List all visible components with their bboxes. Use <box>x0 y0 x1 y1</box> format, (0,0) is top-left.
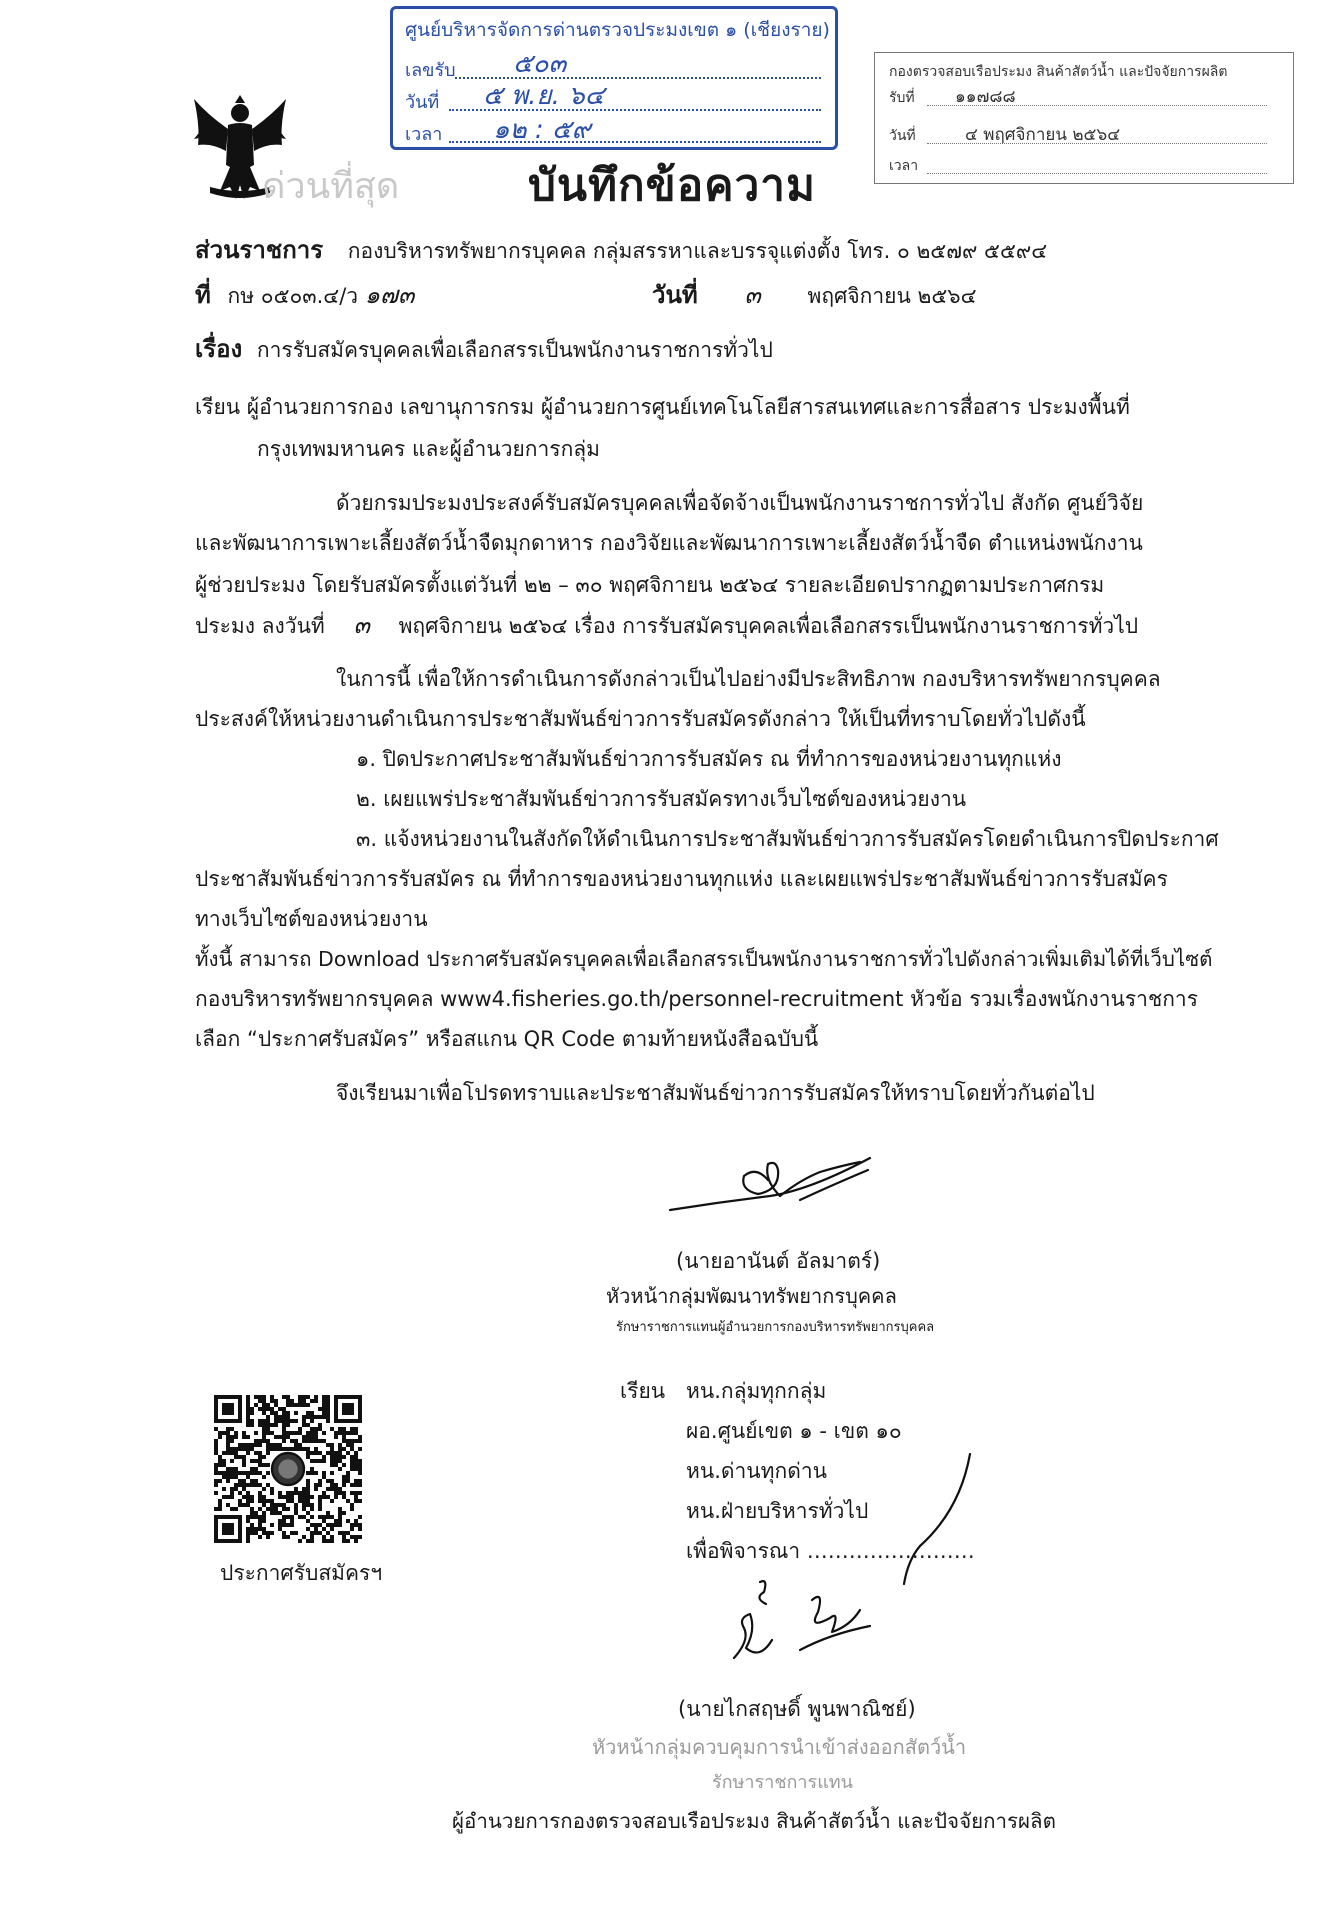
subject-label: เรื่อง <box>195 335 243 363</box>
para1-line4-day: ๓ <box>353 611 370 639</box>
receipt-date-value: ๕ พ.ย. ๖๔ <box>483 81 605 111</box>
para3-line1: ทั้งนี้ สามารถ Download ประกาศรับสมัครบุคคลเพื่อเลือกสรรเป็นพนักงานราชการทั่วไปดังกล่าวเพิ่มเติมได้ที่เว็บไซต์ <box>195 947 1213 971</box>
receipt-date-label: วันที่ <box>405 92 440 113</box>
qr-caption: ประกาศรับสมัครฯ <box>220 1561 383 1585</box>
closing-line: จึงเรียนมาเพื่อโปรดทราบและประชาสัมพันธ์ข่าวการรับสมัครให้ทราบโดยทั่วกันต่อไป <box>336 1081 1095 1105</box>
signer2-position: หัวหน้ากลุ่มควบคุมการนำเข้าส่งออกสัตว์น้ำ <box>592 1735 967 1759</box>
bracket-mark <box>900 1450 980 1590</box>
para3-line2: กองบริหารทรัพยากรบุคคล www4.fisheries.go.th/personnel-recruitment หัวข้อ รวมเรื่องพนักงานราชการ <box>195 987 1199 1011</box>
division-date-label: วันที่ <box>889 128 916 144</box>
date-month-year: พฤศจิกายน ๒๕๖๔ <box>807 284 977 308</box>
memo-title: บันทึกข้อความ <box>528 160 817 211</box>
signer1-acting: รักษาราชการแทนผู้อำนวยการกองบริหารทรัพยากรบุคคล <box>616 1320 935 1335</box>
list-item-3-line3: ทางเว็บไซต์ของหน่วยงาน <box>195 907 428 931</box>
signature-2 <box>720 1570 880 1690</box>
signer2-director: ผู้อำนวยการกองตรวจสอบเรือประมง สินค้าสัตว์น้ำ และปัจจัยการผลิต <box>452 1809 1056 1833</box>
signer2-acting: รักษาราชการแทน <box>712 1772 853 1793</box>
forward-to-1: หน.กลุ่มทุกกลุ่ม <box>686 1379 827 1403</box>
salutation-line1: เรียน ผู้อำนวยการกอง เลขานุการกรม ผู้อำนวยการศูนย์เทคโนโลยีสารสนเทศและการสื่อสาร ประมงพื้นที่ <box>195 395 1130 419</box>
subject-value: การรับสมัครบุคคลเพื่อเลือกสรรเป็นพนักงานราชการทั่วไป <box>256 338 773 362</box>
para1-line3: ผู้ช่วยประมง โดยรับสมัครตั้งแต่วันที่ ๒๒ – ๓๐ พฤศจิกายน ๒๕๖๔ รายละเอียดปรากฏตามประกาศกรม <box>195 573 1105 597</box>
agency-value: กองบริหารทรัพยากรบุคคล กลุ่มสรรหาและบรรจุแต่งตั้ง โทร. ๐ ๒๕๗๙ ๕๕๙๔ <box>347 239 1048 263</box>
qr-code[interactable] <box>214 1395 362 1543</box>
list-item-3-line1: ๓. แจ้งหน่วยงานในสังกัดให้ดำเนินการประชาสัมพันธ์ข่าวการรับสมัครโดยดำเนินการปิดประกาศ <box>356 827 1219 851</box>
date-label: วันที่ <box>652 281 698 309</box>
receipt-number-value: ๕๐๓ <box>513 49 567 79</box>
para3-line3: เลือก “ประกาศรับสมัคร” หรือสแกน QR Code ตามท้ายหนังสือฉบับนี้ <box>195 1027 819 1051</box>
division-time-label: เวลา <box>889 158 919 174</box>
receipt-stamp-title: ศูนย์บริหารจัดการด่านตรวจประมงเขต ๑ (เชียงราย) <box>405 19 830 41</box>
para1-line1: ด้วยกรมประมงประสงค์รับสมัครบุคคลเพื่อจัดจ้างเป็นพนักงานราชการทั่วไป สังกัด ศูนย์วิจัย <box>336 491 1144 515</box>
agency-label: ส่วนราชการ <box>195 236 324 264</box>
division-stamp-title: กองตรวจสอบเรือประมง สินค้าสัตว์น้ำ และปัจจัยการผลิต <box>889 64 1228 80</box>
signer2-name: (นายไกสฤษดิ์ พูนพาณิชย์) <box>678 1697 916 1721</box>
receipt-number-label: เลขรับ <box>405 60 456 81</box>
list-item-3-line2: ประชาสัมพันธ์ข่าวการรับสมัคร ณ ที่ทำการของหน่วยงานทุกแห่ง และเผยแพร่ประชาสัมพันธ์ข่าวการรับสมัคร <box>195 867 1168 891</box>
ref-value: กษ ๐๕๐๓.๔/ว <box>227 284 359 308</box>
ref-label: ที่ <box>195 281 211 309</box>
receipt-stamp <box>390 6 838 150</box>
forward-to-2: ผอ.ศูนย์เขต ๑ - เขต ๑๐ <box>686 1419 902 1443</box>
forward-to-5: เพื่อพิจารณา …………………… <box>686 1539 975 1563</box>
para1-line4b: พฤศจิกายน ๒๕๖๔ เรื่อง การรับสมัครบุคคลเพื่อเลือกสรรเป็นพนักงานราชการทั่วไป <box>398 614 1139 638</box>
list-item-2: ๒. เผยแพร่ประชาสัมพันธ์ข่าวการรับสมัครทางเว็บไซต์ของหน่วยงาน <box>356 787 967 811</box>
para1-line4a: ประมง ลงวันที่ <box>195 614 325 638</box>
signer1-name: (นายอานันต์ อัลมาตร์) <box>676 1249 881 1273</box>
signer1-position: หัวหน้ากลุ่มพัฒนาทรัพยากรบุคคล <box>606 1284 897 1308</box>
division-received-label: รับที่ <box>889 90 915 106</box>
forward-to-3: หน.ด่านทุกด่าน <box>686 1459 828 1483</box>
division-date-value: ๔ พฤศจิกายน ๒๕๖๔ <box>965 125 1121 145</box>
para1-line2: และพัฒนาการเพาะเลี้ยงสัตว์น้ำจืดมุกดาหาร กองวิจัยและพัฒนาการเพาะเลี้ยงสัตว์น้ำจืด ตำแหน่งพนักงาน <box>195 531 1143 555</box>
division-stamp <box>874 52 1294 184</box>
receipt-time-value: ๑๒ : ๕๙ <box>493 115 591 145</box>
forward-to-4: หน.ฝ่ายบริหารทั่วไป <box>686 1499 869 1523</box>
receipt-time-label: เวลา <box>405 124 443 145</box>
salutation-line2: กรุงเทพมหานคร และผู้อำนวยการกลุ่ม <box>257 437 601 461</box>
urgency-stamp: ด่วนที่สุด <box>262 166 400 207</box>
date-day: ๓ <box>744 281 761 309</box>
division-received-value: ๑๑๗๘๘ <box>955 87 1016 107</box>
para2-line1: ในการนี้ เพื่อให้การดำเนินการดังกล่าวเป็นไปอย่างมีประสิทธิภาพ กองบริหารทรัพยากรบุคคล <box>336 667 1161 691</box>
list-item-1: ๑. ปิดประกาศประชาสัมพันธ์ข่าวการรับสมัคร ณ ที่ทำการของหน่วยงานทุกแห่ง <box>356 747 1062 771</box>
para2-line2: ประสงค์ให้หน่วยงานดำเนินการประชาสัมพันธ์ข่าวการรับสมัครดังกล่าว ให้เป็นที่ทราบโดยทั่วไปดังนี้ <box>195 707 1086 731</box>
signature-1 <box>660 1150 890 1230</box>
ref-number: ๑๗๓ <box>364 281 415 309</box>
forward-label: เรียน <box>620 1379 666 1403</box>
